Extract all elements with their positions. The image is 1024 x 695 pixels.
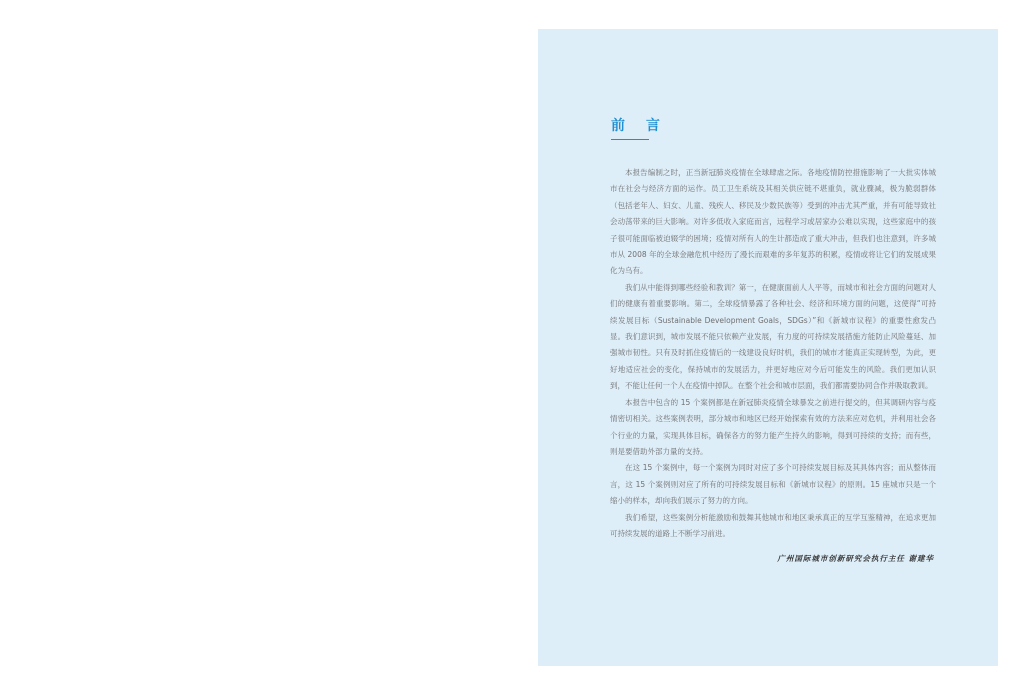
title-underline: [611, 139, 649, 140]
page-title: 前 言: [611, 118, 668, 134]
foreword-page: [538, 29, 998, 666]
heading-block: [611, 115, 668, 140]
paragraph-4: 在这 15 个案例中，每一个案例为同时对应了多个可持续发展目标及其具体内容；而从整体而言，这 15 个案例则对应了所有的可持续发展目标和《新城市议程》的原则。15 座城市只是一个缩小的样本，却向我们展示了努力的方向。: [610, 463, 936, 506]
signature: 广州国际城市创新研究会执行主任 谢建华: [777, 554, 934, 563]
paragraph-5: 我们希望，这些案例分析能激励和鼓舞其他城市和地区秉承真正的互学互鉴精神，在追求更加可持续发展的道路上不断学习前进。: [610, 512, 936, 538]
paragraph-1: 本报告编制之时，正当新冠肺炎疫情在全球肆虐之际。各地疫情防控措施影响了一大批实体城市在社会与经济方面的运作。员工卫生系统及其相关供应链不堪重负，就业骤减，极为脆弱群体（包括老年人、妇女、儿童、残疾人、移民及少数民族等）受到的冲击尤其严重，并有可能导致社会动荡带来的巨大影响。对许多低收入家庭而言，远程学习或居家办公难以实现，这些家庭中的孩子很可能面临被迫辍学的困境；疫情对所有人的生计都造成了重大冲击，但我们也注意到，许多城市从 2008 年的全球金融危机中经历了漫长而艰难的多年复苏的积累，疫情或将让它们的发展成果化为乌有。: [610, 168, 936, 276]
paragraph-2: 我们从中能得到哪些经验和教训？第一，在健康面前人人平等，而城市和社会方面的问题对人们的健康有着重要影响。第二，全球疫情暴露了各种社会、经济和环境方面的问题，这使得“可持续发展目标（Sustainable Development Goals，SDGs）”和《新城市议程》的重要性愈发凸显。我们意识到，城市发展不能只依赖产业发展，有力度的可持续发展措施方能防止风险蔓延、加强城市韧性。只有及时抓住疫情后的一线建设良好时机，我们的城市才能真正实现转型，为此，更好地适应社会的变化，保持城市的发展活力，并更好地应对今后可能发生的风险。我们更加认识到，不能让任何一个人在疫情中掉队。在整个社会和城市层面，我们都需要协同合作并吸取教训。: [610, 282, 936, 391]
paragraph-3: 本报告中包含的 15 个案例都是在新冠肺炎疫情全球暴发之前进行提交的，但其调研内容与疫情密切相关。这些案例表明，部分城市和地区已经开始探索有效的方法来应对危机，并利用社会各个行业的力量，实现具体目标，确保各方的努力能产生持久的影响，得到可持续的支持；而有些，则是要借助外部力量的支持。: [610, 397, 936, 456]
foreword-body: [610, 165, 936, 542]
